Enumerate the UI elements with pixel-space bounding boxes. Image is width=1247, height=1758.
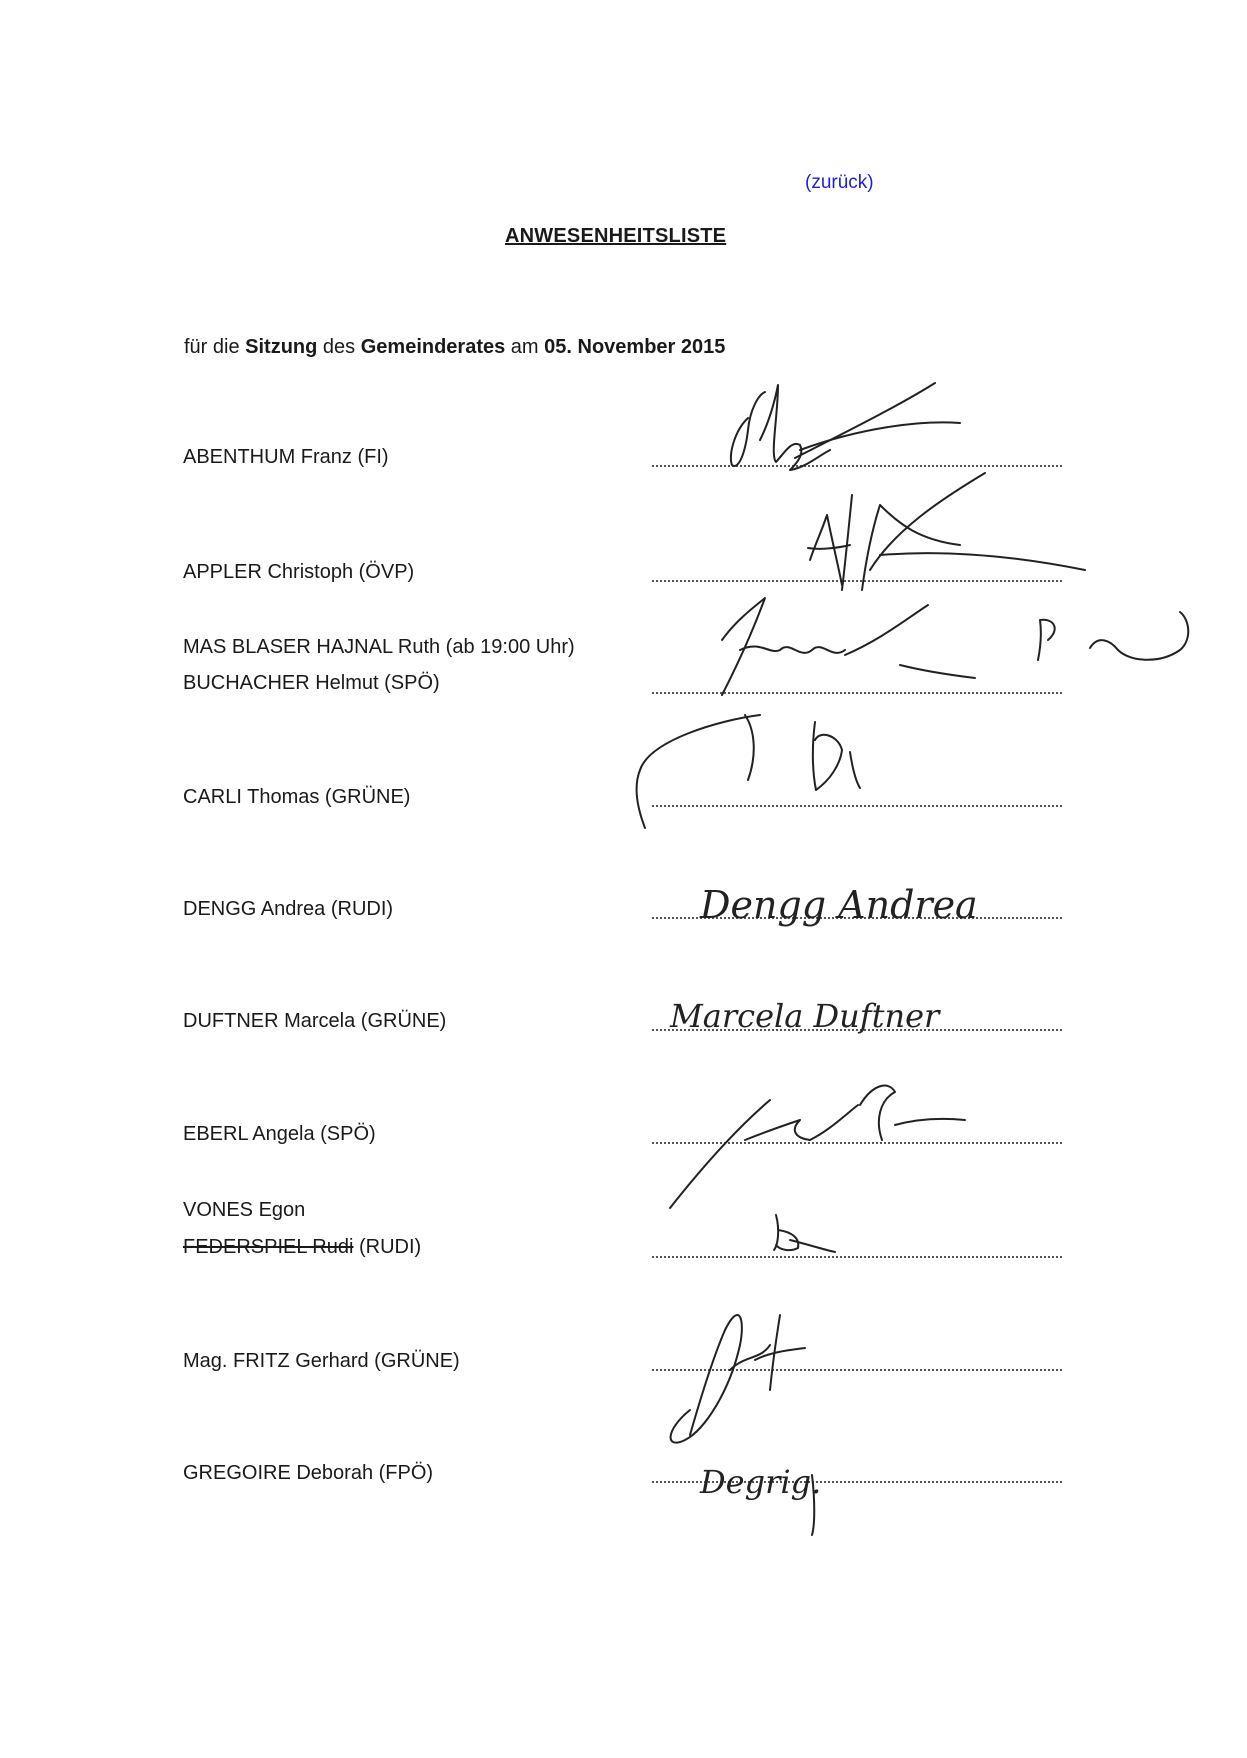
signature-carli xyxy=(637,715,860,828)
signature-buchacher xyxy=(722,598,1188,695)
attendee-name-secondary: BUCHACHER Helmut (SPÖ) xyxy=(183,672,440,694)
attendee-name: APPLER Christoph (ÖVP) xyxy=(183,561,415,583)
signature-gregoire-text: Degrig. xyxy=(700,1463,822,1501)
signature-dengg xyxy=(699,883,978,927)
document-title: ANWESENHEITSLISTE xyxy=(505,225,727,247)
signature-vones xyxy=(774,1215,835,1252)
back-link[interactable]: (zurück) xyxy=(805,172,874,193)
meeting-date: 05. November 2015 xyxy=(544,336,726,358)
attendee-name: ABENTHUM Franz (FI) xyxy=(183,446,389,468)
attendee-name: DUFTNER Marcela (GRÜNE) xyxy=(183,1010,447,1032)
signature-line xyxy=(652,1142,1062,1144)
signature-line xyxy=(652,1256,1062,1258)
signature-line xyxy=(652,465,1062,467)
signature-line xyxy=(652,917,1062,919)
attendee-name: GREGOIRE Deborah (FPÖ) xyxy=(183,1462,434,1484)
signature-line xyxy=(652,1029,1062,1031)
meeting-label: Sitzung xyxy=(245,336,318,358)
attendee-name: EBERL Angela (SPÖ) xyxy=(183,1123,376,1145)
signature-appler xyxy=(808,473,1085,590)
signature-gregoire xyxy=(699,1463,821,1535)
meeting-intro: für die Sitzung des Gemeinderates am 05. November 2015 xyxy=(184,336,726,358)
attendee-name: CARLI Thomas (GRÜNE) xyxy=(183,786,411,808)
signature-abenthum xyxy=(731,383,960,470)
signature-duftner-text: Marcela Duftner xyxy=(670,997,940,1035)
attendee-name: DENGG Andrea (RUDI) xyxy=(183,898,394,920)
attendee-name-replaced: FEDERSPIEL Rudi (RUDI) xyxy=(183,1236,422,1258)
signature-dengg-text: Dengg Andrea xyxy=(700,883,978,927)
signature-line xyxy=(652,805,1062,807)
signature-line xyxy=(652,580,1062,582)
signature-line xyxy=(652,1481,1062,1483)
council-label: Gemeinderates xyxy=(360,336,506,358)
signature-eberl xyxy=(670,1086,965,1208)
attendee-name: Mag. FRITZ Gerhard (GRÜNE) xyxy=(183,1350,460,1372)
attendee-name: VONES Egon xyxy=(183,1199,306,1221)
signature-line xyxy=(652,1369,1062,1371)
struck-name: FEDERSPIEL Rudi xyxy=(183,1236,354,1258)
attendee-name: MAS BLASER HAJNAL Ruth (ab 19:00 Uhr) xyxy=(183,636,575,658)
signature-fritz xyxy=(671,1315,805,1443)
signature-line xyxy=(652,692,1062,694)
